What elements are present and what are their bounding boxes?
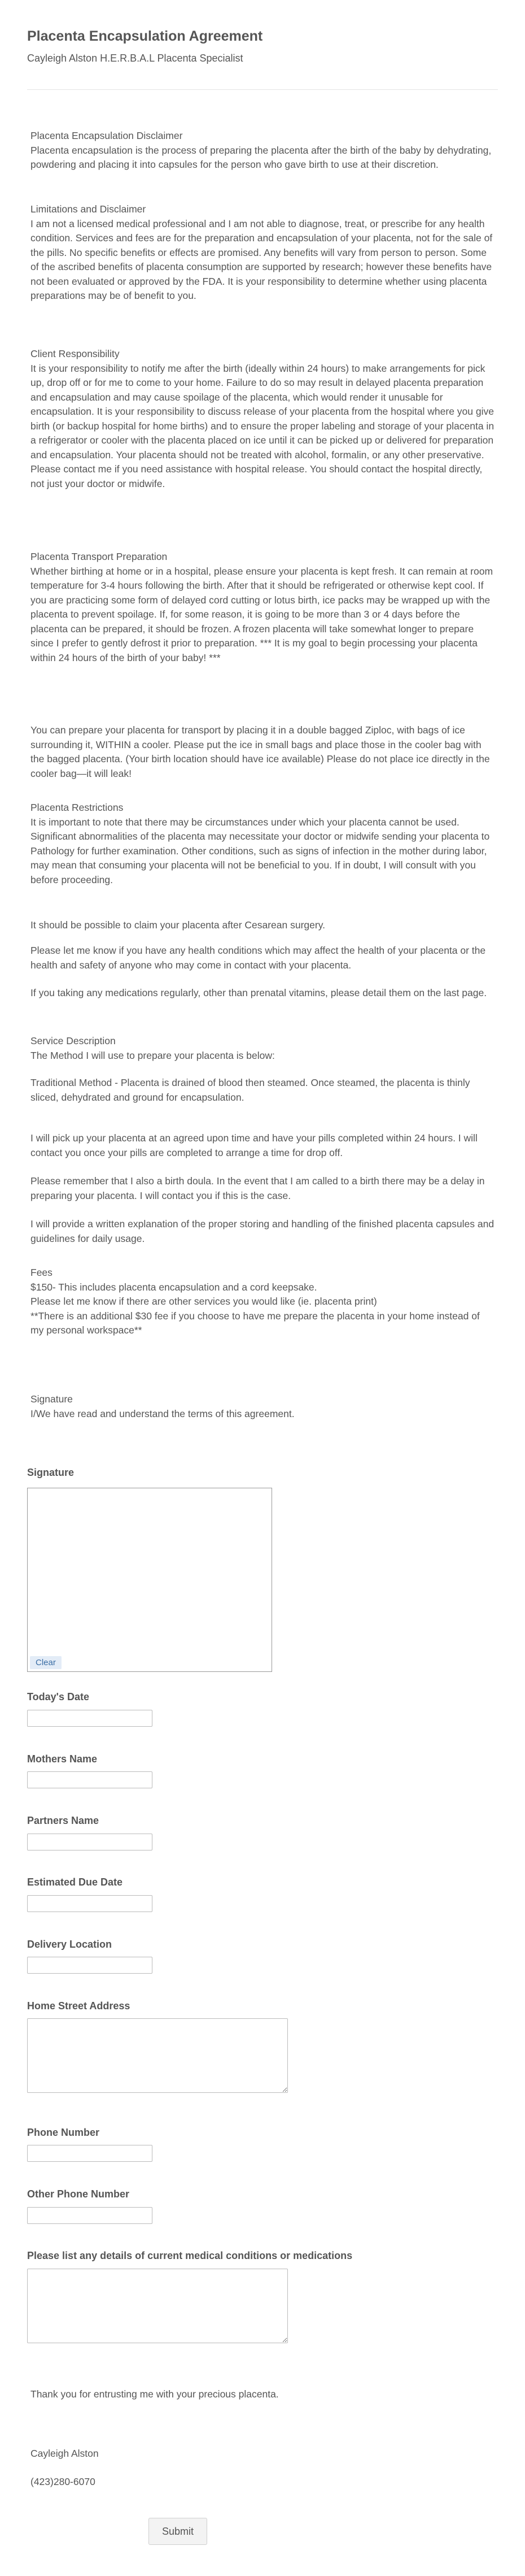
limitations-title: Limitations and Disclaimer [30,203,146,215]
client-responsibility-title: Client Responsibility [30,348,120,359]
home-address-label: Home Street Address [27,2000,130,2012]
service-block [30,1034,495,1063]
fees-line-3: **There is an additional $30 fee if you choose to have me prepare the placenta in your home instead of my personal workspace** [30,1310,480,1336]
delivery-location-label: Delivery Location [27,1939,112,1950]
signature-pad[interactable] [27,1488,272,1672]
service-text-2: Traditional Method - Placenta is drained of blood then steamed. Once steamed, the placenta is thinly sliced, dehydrated and ground for encapsulation. [30,1077,470,1103]
form-title: Placenta Encapsulation Agreement [27,28,263,44]
transport-text: Whether birthing at home or in a hospital, please ensure your placenta is kept fresh. It can remain at room temperature for 3-4 hours following the birth. After that it should be refrigerated or otherwise kept cool. If you are practicing some form of delayed cord cutting or lotus birth, ice packs may be wrapped up with the placenta to prevent spoilage. If, for some reason, it is going to be more than 3 or 4 days before the placenta can be prepared, it should be frozen. A frozen placenta will take somewhat longer to prepare since I prefer to gently defrost it prior to preparation. *** It is my goal to begin processing your placenta within 24 hours of the birth of your baby! *** [30,565,493,663]
fees-line-1: $150- This includes placenta encapsulation and a cord keepsake. [30,1281,317,1293]
signature-statement-title: Signature [30,1393,73,1405]
service-text-3: I will pick up your placenta at an agreed upon time and have your pills completed within 24 hours. I will contact you once your pills are completed to arrange a time for drop off. [30,1132,478,1158]
closing-name: Cayleigh Alston [30,2448,99,2459]
fees-line-2: Please let me know if there are other services you would like (ie. placenta print) [30,1296,377,1307]
disclaimer-title: Placenta Encapsulation Disclaimer [30,130,183,141]
form-subtitle: Cayleigh Alston H.E.R.B.A.L Placenta Specialist [27,53,243,64]
service-text-4: Please remember that I also a birth doula. In the event that I am called to a birth there may be a delay in preparing your placenta. I will contact you if this is the case. [30,1175,485,1201]
phone-input[interactable] [27,2145,152,2162]
disclaimer-text: Placenta encapsulation is the process of preparing the placenta after the birth of the baby by dehydrating, powdering and placing it into capsules for the person who gave birth to use at their discretion. [30,144,492,170]
partners-name-input[interactable] [27,1834,152,1850]
due-date-label: Estimated Due Date [27,1876,123,1888]
due-date-input[interactable] [27,1895,152,1912]
limitations-text: I am not a licensed medical professional and I am not able to diagnose, treat, or prescribe for any health condition. Services and fees are for the preparation and encapsulation of your placenta, not for the sale of the pills. No specific benefits or effects are promised. Any benefits will vary from person to person. Some of the ascribed benefits of placenta consumption are supported by research; however these benefits have not been evaluated or approved by the FDA. It is your responsibility to determine whether using placenta preparations may be of benefit to you. [30,218,493,301]
restrictions-text: It is important to note that there may be circumstances under which your placenta cannot be used. Significant abnormalities of the placenta may necessitate your doctor or midwife sending your placenta to Pathology for further examination. Other conditions, such as signs of infection in the mother during labor, may mean that consuming your placenta will not be beneficial to you. If in doubt, I will consult with you before proceeding. [30,816,490,885]
disclaimer-block [30,129,495,172]
signature-statement-block [30,1392,495,1421]
other-phone-input[interactable] [27,2207,152,2224]
fees-title: Fees [30,1267,53,1278]
closing-phone: (423)280-6070 [30,2476,95,2487]
delivery-location-input[interactable] [27,1957,152,1974]
partners-name-label: Partners Name [27,1815,99,1826]
limitations-block [30,202,495,303]
mothers-name-label: Mothers Name [27,1753,98,1765]
service-text: The Method I will use to prepare your placenta is below: [30,1049,275,1061]
fees-block [30,1266,495,1338]
service-title: Service Description [30,1035,116,1046]
service-text-5: I will provide a written explanation of the proper storing and handling of the finished placenta capsules and guidelines for daily usage. [30,1218,495,1244]
restrictions-text-2: It should be possible to claim your placenta after Cesarean surgery. [30,919,326,931]
transport-text-2: You can prepare your placenta for transport by placing it in a double bagged Ziploc, with bags of ice surrounding it, WITHIN a cooler. Please put the ice in small bags and place those in the cooler bag with the bagged placenta. (Your birth location should have ice available) Please do not place ice directly in the cooler bag—it will leak! [30,724,490,779]
phone-label: Phone Number [27,2127,100,2138]
home-address-textarea[interactable] [27,2018,288,2093]
medical-label: Please list any details of current medical conditions or medications [27,2250,353,2261]
transport-block [30,550,495,665]
restrictions-text-4: If you taking any medications regularly, other than prenatal vitamins, please detail them on the last page. [30,987,487,998]
client-responsibility-block [30,347,495,491]
other-phone-label: Other Phone Number [27,2188,130,2200]
todays-date-input[interactable] [27,1710,152,1727]
form-header [27,0,498,90]
mothers-name-input[interactable] [27,1771,152,1788]
clear-signature-button[interactable]: Clear [30,1656,62,1669]
client-responsibility-text: It is your responsibility to notify me after the birth (ideally within 24 hours) to make arrangements for pick up, drop off or for me to come to your home. Failure to do so may result in delayed placenta preparation and encapsulation and may cause spoilage of the placenta, which would render it unusable for encapsulation. It is your responsibility to discuss release of your placenta from the hospital where you give birth (or backup hospital for home births) and to ensure the proper labeling and storage of your placenta in a refrigerator or cooler with the placenta placed on ice until it can be picked up or delivered for preparation and encapsulation. Your placenta should not be treated with alcohol, formalin, or any other preservative. Please contact me if you need assistance with hospital release. You should contact the hospital directly, not just your doctor or midwife. [30,362,495,489]
medical-textarea[interactable] [27,2269,288,2343]
restrictions-block [30,801,495,887]
todays-date-label: Today's Date [27,1691,89,1702]
submit-button[interactable]: Submit [148,2518,207,2545]
restrictions-text-3: Please let me know if you have any health conditions which may affect the health of your placenta or the health and safety of anyone who may come in contact with your placenta. [30,945,486,971]
closing-thanks: Thank you for entrusting me with your precious placenta. [30,2388,279,2400]
transport-title: Placenta Transport Preparation [30,551,168,562]
signature-statement-text: I/We have read and understand the terms of this agreement. [30,1408,295,1419]
signature-label: Signature [27,1467,75,1478]
restrictions-title: Placenta Restrictions [30,802,124,813]
